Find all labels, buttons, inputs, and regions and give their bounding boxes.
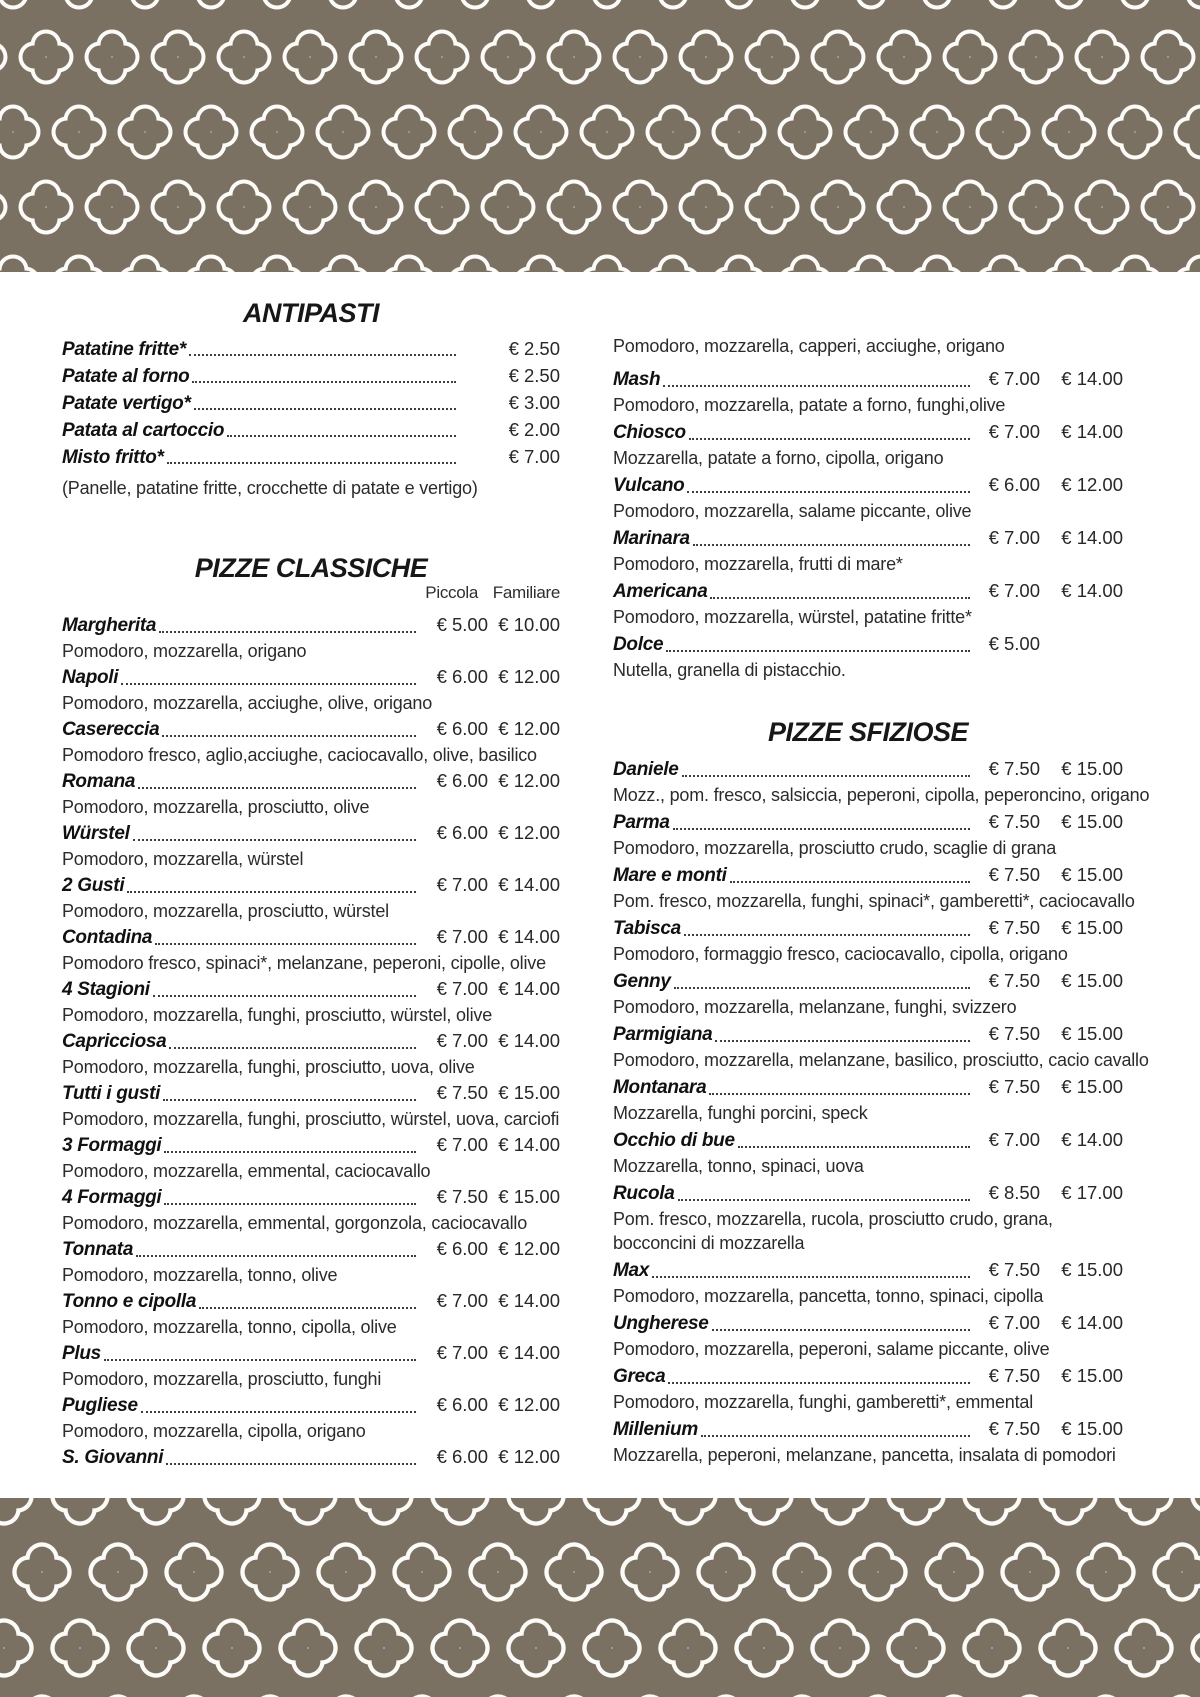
menu-item-name-row [613, 1308, 1123, 1337]
bottom-pattern-band [0, 1498, 1200, 1697]
antipasti-item-row [62, 335, 560, 362]
menu-item [62, 1027, 560, 1079]
item-description: Pomodoro, mozzarella, pancetta, tonno, spinaci, cipolla [613, 1286, 1044, 1306]
menu-item [62, 1183, 560, 1235]
item-price-piccola: € 7.50 [436, 1082, 488, 1103]
item-name: Montanara [613, 1077, 707, 1098]
menu-item [613, 364, 1123, 417]
menu-item-name-row [613, 1019, 1123, 1048]
dotted-leader [663, 385, 970, 387]
item-name: Romana [62, 771, 136, 792]
menu-item [613, 1072, 1123, 1125]
item-name: Patata al cartoccio [62, 420, 225, 441]
item-name: Margherita [62, 615, 157, 636]
item-name: Contadina [62, 927, 153, 948]
item-description: Pomodoro, mozzarella, prosciutto, funghi [62, 1369, 382, 1389]
item-description: Pomodoro, mozzarella, funghi, prosciutto, würstel, olive [62, 1005, 493, 1025]
item-price: € 3.00 [508, 392, 560, 413]
dotted-leader [684, 934, 970, 936]
item-price-familiare: € 14.00 [1061, 1312, 1123, 1333]
left-column [62, 297, 560, 1471]
item-price-piccola: € 6.00 [436, 770, 488, 791]
menu-item [62, 1339, 560, 1391]
item-price: € 2.50 [508, 338, 560, 359]
item-price-piccola: € 6.00 [988, 474, 1040, 495]
item-price-familiare: € 12.00 [498, 1446, 560, 1467]
item-name: Patate vertigo* [62, 393, 191, 414]
item-price-familiare: € 14.00 [1061, 580, 1123, 601]
item-price: € 7.00 [508, 446, 560, 467]
dotted-leader [127, 891, 416, 893]
dotted-leader [104, 1359, 416, 1361]
item-name: Mare e monti [613, 865, 727, 886]
menu-item-name-row [613, 364, 1123, 393]
item-price-piccola: € 7.00 [436, 1290, 488, 1311]
dotted-leader [141, 1411, 416, 1413]
menu-item-name-row [613, 1125, 1123, 1154]
item-description: Pomodoro fresco, aglio,acciughe, caciocavallo, olive, basilico [62, 745, 537, 765]
item-price-familiare: € 14.00 [498, 874, 560, 895]
item-price-piccola: € 7.00 [988, 580, 1040, 601]
dotted-leader [674, 987, 970, 989]
dotted-leader [701, 1435, 970, 1437]
dotted-leader [189, 354, 456, 356]
item-price-familiare: € 12.00 [1061, 474, 1123, 495]
menu-item [613, 523, 1123, 576]
item-description: Nutella, granella di pistacchio. [613, 660, 846, 680]
item-price-piccola: € 7.50 [988, 1023, 1040, 1044]
item-price-familiare: € 12.00 [498, 718, 560, 739]
item-description: Pomodoro, mozzarella, prosciutto, olive [62, 797, 370, 817]
item-price-piccola: € 8.50 [988, 1182, 1040, 1203]
item-name: Würstel [62, 823, 130, 844]
item-price-piccola: € 7.50 [988, 1418, 1040, 1439]
item-name: Tabisca [613, 918, 681, 939]
dotted-leader [155, 943, 416, 945]
item-name: Ungherese [613, 1313, 709, 1334]
menu-item [62, 871, 560, 923]
quatrefoil-pattern-bottom [0, 1498, 1200, 1697]
antipasti-item-row [62, 389, 560, 416]
item-price-piccola: € 7.50 [988, 917, 1040, 938]
menu-item-name-row [613, 1072, 1123, 1101]
item-price-piccola: € 6.00 [436, 1394, 488, 1415]
item-name: 2 Gusti [62, 875, 125, 896]
menu-item [613, 807, 1123, 860]
item-name: Patate al forno [62, 366, 190, 387]
dotted-leader [689, 438, 970, 440]
dotted-leader [136, 1255, 416, 1257]
item-price-familiare: € 14.00 [498, 1134, 560, 1155]
item-price-piccola: € 7.00 [436, 978, 488, 999]
menu-item [613, 1414, 1123, 1467]
item-description: Mozz., pom. fresco, salsiccia, peperoni, cipolla, peperoncino, origano [613, 785, 1150, 805]
menu-item [613, 1125, 1123, 1178]
item-description: Pomodoro, mozzarella, emmental, gorgonzola, caciocavallo [62, 1213, 528, 1233]
dotted-leader [715, 1040, 970, 1042]
item-price-piccola: € 7.00 [436, 1342, 488, 1363]
item-price-familiare: € 15.00 [1061, 1365, 1123, 1386]
menu-item-name-row [62, 1235, 560, 1263]
dotted-leader [121, 683, 416, 685]
item-price-piccola: € 6.00 [436, 666, 488, 687]
dotted-leader [652, 1276, 970, 1278]
item-price-familiare: € 14.00 [498, 1030, 560, 1051]
item-price-familiare: € 15.00 [498, 1082, 560, 1103]
menu-item [613, 470, 1123, 523]
menu-item-name-row [613, 1255, 1123, 1284]
dotted-leader [693, 544, 970, 546]
item-price-piccola: € 5.00 [436, 614, 488, 635]
item-price-piccola: € 7.00 [988, 1312, 1040, 1333]
item-name: Mash [613, 369, 661, 390]
item-price-piccola: € 7.00 [436, 1134, 488, 1155]
item-price-piccola: € 7.50 [988, 1259, 1040, 1280]
dotted-leader [673, 828, 970, 830]
item-description: Pomodoro, mozzarella, tonno, cipolla, olive [62, 1317, 397, 1337]
menu-item-name-row [62, 1391, 560, 1419]
menu-item-name-row [62, 1027, 560, 1055]
item-name: Capricciosa [62, 1031, 167, 1052]
item-name: Pugliese [62, 1395, 138, 1416]
dotted-leader [666, 650, 970, 652]
dotted-leader [687, 491, 970, 493]
dotted-leader [167, 462, 456, 464]
item-price-familiare: € 14.00 [1061, 421, 1123, 442]
item-price-piccola: € 7.50 [988, 758, 1040, 779]
item-price-familiare: € 14.00 [498, 1342, 560, 1363]
menu-item-name-row [62, 1079, 560, 1107]
item-price-familiare: € 15.00 [1061, 1418, 1123, 1439]
dotted-leader [162, 735, 416, 737]
item-price-familiare: € 15.00 [1061, 1023, 1123, 1044]
dotted-leader [678, 1199, 970, 1201]
menu-item [613, 754, 1150, 807]
item-name: Greca [613, 1366, 666, 1387]
item-description: Pomodoro, mozzarella, acciughe, olive, origano [62, 693, 433, 713]
pizze-classiche-items-right [613, 364, 1123, 682]
menu-item [613, 417, 1123, 470]
item-name: 3 Formaggi [62, 1135, 162, 1156]
antipasti-item-row [62, 416, 560, 443]
item-name: Occhio di bue [613, 1130, 735, 1151]
item-price-piccola: € 7.50 [988, 864, 1040, 885]
pizze-classiche-items-left [62, 611, 560, 1471]
item-name: Napoli [62, 667, 119, 688]
item-description: Pomodoro, mozzarella, funghi, prosciutto, uova, olive [62, 1057, 475, 1077]
item-name: S. Giovanni [62, 1447, 164, 1468]
menu-item-name-row [62, 1287, 560, 1315]
dotted-leader [682, 775, 971, 777]
dotted-leader [153, 995, 416, 997]
dotted-leader [133, 839, 416, 841]
item-price-piccola: € 7.00 [436, 874, 488, 895]
menu-item [613, 576, 1123, 629]
antipasti-item-row [62, 443, 560, 470]
item-description: Pomodoro, mozzarella, emmental, caciocavallo [62, 1161, 431, 1181]
dotted-leader [227, 435, 456, 437]
item-price-familiare: € 15.00 [1061, 811, 1123, 832]
item-price-familiare: € 14.00 [1061, 527, 1123, 548]
menu-item [613, 966, 1123, 1019]
item-description: Pomodoro, mozzarella, cipolla, origano [62, 1421, 366, 1441]
item-description: Pomodoro, mozzarella, patate a forno, funghi,olive [613, 395, 1006, 415]
menu-item [62, 663, 560, 715]
dotted-leader [194, 408, 456, 410]
menu-item-name-row [613, 1414, 1123, 1443]
menu-item [62, 819, 560, 871]
menu-item-name-row [62, 767, 560, 795]
right-column [613, 334, 1150, 1467]
item-price-piccola: € 6.00 [436, 1446, 488, 1467]
item-description: Pomodoro, mozzarella, peperoni, salame piccante, olive [613, 1339, 1050, 1359]
item-price-familiare: € 12.00 [498, 666, 560, 687]
menu-item-name-row [613, 860, 1123, 889]
item-price-piccola: € 7.50 [988, 1076, 1040, 1097]
continued-item-description: Pomodoro, mozzarella, capperi, acciughe, origano [613, 336, 1005, 356]
item-name: Genny [613, 971, 671, 992]
item-price-piccola: € 6.00 [436, 1238, 488, 1259]
pizze-sfiziose-items [613, 754, 1150, 1467]
item-name: Daniele [613, 759, 679, 780]
item-name: 4 Formaggi [62, 1187, 162, 1208]
item-name: Marinara [613, 528, 690, 549]
menu-item [613, 860, 1135, 913]
item-price-familiare: € 14.00 [498, 1290, 560, 1311]
menu-item [62, 923, 560, 975]
item-name: Tutti i gusti [62, 1083, 161, 1104]
item-description: Mozzarella, patate a forno, cipolla, origano [613, 448, 944, 468]
item-price-piccola: € 7.50 [988, 970, 1040, 991]
dotted-leader [730, 881, 970, 883]
menu-item [613, 1255, 1123, 1308]
menu-item-name-row [613, 1361, 1123, 1390]
menu-item-name-row [62, 611, 560, 639]
item-description: Pomodoro, mozzarella, tonno, olive [62, 1265, 338, 1285]
dotted-leader [668, 1382, 970, 1384]
item-price-piccola: € 6.00 [436, 822, 488, 843]
top-pattern-band [0, 0, 1200, 272]
dotted-leader [169, 1047, 416, 1049]
item-price-familiare: € 14.00 [498, 926, 560, 947]
item-price-familiare: € 10.00 [498, 614, 560, 635]
menu-item [613, 629, 1123, 682]
menu-item [62, 1079, 560, 1131]
item-name: Vulcano [613, 475, 685, 496]
item-price-familiare: € 15.00 [1061, 917, 1123, 938]
item-name: Tonnata [62, 1239, 134, 1260]
item-price-piccola: € 7.00 [988, 368, 1040, 389]
menu-item-name-row [613, 754, 1123, 783]
item-price-piccola: € 7.00 [436, 1030, 488, 1051]
menu-item [62, 1443, 560, 1471]
item-description: Pomodoro, mozzarella, melanzane, basilico, prosciutto, cacio cavallo [613, 1050, 1149, 1070]
antipasti-items [62, 335, 560, 470]
antipasti-note: (Panelle, patatine fritte, crocchette di patate e vertigo) [62, 478, 478, 498]
item-name: Tonno e cipolla [62, 1291, 197, 1312]
menu-item [613, 1361, 1123, 1414]
menu-item-name-row [613, 417, 1123, 446]
menu-item [613, 1178, 1123, 1255]
item-price-piccola: € 7.50 [988, 1365, 1040, 1386]
menu-item-name-row [613, 523, 1123, 552]
item-description: Pomodoro fresco, spinaci*, melanzane, peperoni, cipolle, olive [62, 953, 546, 973]
item-price-familiare: € 14.00 [1061, 368, 1123, 389]
menu-item [62, 611, 560, 663]
item-price-piccola: € 7.00 [988, 1129, 1040, 1150]
item-price-familiare: € 12.00 [498, 770, 560, 791]
dotted-leader [164, 1203, 416, 1205]
size-header-piccola: Piccola [425, 583, 478, 602]
item-description: Pom. fresco, mozzarella, rucola, prosciutto crudo, grana, bocconcini di mozzarella [613, 1209, 1053, 1253]
item-name: Americana [613, 581, 708, 602]
dotted-leader [192, 381, 456, 383]
item-name: Patatine fritte* [62, 339, 187, 360]
item-price-familiare: € 17.00 [1061, 1182, 1123, 1203]
item-name: 4 Stagioni [62, 979, 150, 1000]
item-name: Plus [62, 1343, 101, 1364]
item-description: Mozzarella, peperoni, melanzane, pancetta, insalata di pomodori [613, 1445, 1116, 1465]
pizze-sfiziose-title: PIZZE SFIZIOSE [767, 717, 969, 747]
menu-item [613, 1308, 1123, 1361]
item-price-familiare: € 15.00 [1061, 1076, 1123, 1097]
item-price-piccola: € 7.50 [436, 1186, 488, 1207]
item-price-familiare: € 14.00 [1061, 1129, 1123, 1150]
item-description: Pomodoro, mozzarella, frutti di mare* [613, 554, 903, 574]
item-name: Dolce [613, 634, 664, 655]
item-description: Mozzarella, tonno, spinaci, uova [613, 1156, 864, 1176]
menu-item-name-row [613, 807, 1123, 836]
item-price: € 2.00 [508, 419, 560, 440]
item-name: Chiosco [613, 422, 686, 443]
item-price-familiare: € 12.00 [498, 1238, 560, 1259]
dotted-leader [710, 597, 970, 599]
menu-item [62, 975, 560, 1027]
menu-item-name-row [62, 715, 560, 743]
item-name: Misto fritto* [62, 447, 164, 468]
antipasti-title: ANTIPASTI [243, 298, 379, 328]
menu-item-name-row [613, 1178, 1123, 1207]
dotted-leader [163, 1099, 416, 1101]
menu-item-name-row [613, 913, 1123, 942]
item-description: Pomodoro, mozzarella, würstel, patatine fritte* [613, 607, 972, 627]
menu-item-name-row [62, 663, 560, 691]
item-price-familiare: € 15.00 [1061, 970, 1123, 991]
menu-item-name-row [62, 975, 560, 1003]
item-price-familiare: € 15.00 [1061, 758, 1123, 779]
item-price-piccola: € 7.00 [988, 527, 1040, 548]
menu-item-name-row [62, 1339, 560, 1367]
item-price-familiare: € 15.00 [1061, 864, 1123, 885]
item-price-piccola: € 7.00 [436, 926, 488, 947]
quatrefoil-pattern-top [0, 0, 1200, 272]
menu-item-name-row [62, 819, 560, 847]
menu-item-name-row [62, 1131, 560, 1159]
item-name: Casereccia [62, 719, 160, 740]
item-price-piccola: € 6.00 [436, 718, 488, 739]
item-description: Pomodoro, mozzarella, prosciutto crudo, scaglie di grana [613, 838, 1057, 858]
item-price-familiare: € 12.00 [498, 1394, 560, 1415]
dotted-leader [138, 787, 416, 789]
item-name: Parmigiana [613, 1024, 713, 1045]
menu-item [613, 1019, 1149, 1072]
dotted-leader [199, 1307, 416, 1309]
dotted-leader [166, 1463, 416, 1465]
menu-item [62, 1287, 560, 1339]
dotted-leader [164, 1151, 416, 1153]
item-name: Max [613, 1260, 650, 1281]
dotted-leader [738, 1146, 970, 1148]
item-price-piccola: € 7.00 [988, 421, 1040, 442]
menu-item-name-row [62, 923, 560, 951]
menu-item-name-row [613, 966, 1123, 995]
dotted-leader [709, 1093, 970, 1095]
item-name: Rucola [613, 1183, 675, 1204]
item-description: Pomodoro, mozzarella, salame piccante, olive [613, 501, 972, 521]
menu-item-name-row [62, 1183, 560, 1211]
item-price-piccola: € 5.00 [988, 633, 1040, 654]
item-description: Mozzarella, funghi porcini, speck [613, 1103, 868, 1123]
menu-item-name-row [613, 576, 1123, 605]
menu-item-name-row [613, 629, 1123, 658]
size-headers [62, 584, 560, 602]
menu-item [62, 767, 560, 819]
menu-item [62, 1391, 560, 1443]
menu-item-name-row [613, 470, 1123, 499]
item-description: Pomodoro, mozzarella, würstel [62, 849, 304, 869]
item-description: Pomodoro, mozzarella, melanzane, funghi, svizzero [613, 997, 1017, 1017]
item-description: Pomodoro, mozzarella, prosciutto, würstel [62, 901, 389, 921]
item-price-piccola: € 7.50 [988, 811, 1040, 832]
dotted-leader [159, 631, 416, 633]
menu-item [62, 715, 560, 767]
menu-item-name-row [62, 871, 560, 899]
size-header-familiare: Familiare [492, 583, 560, 602]
item-name: Millenium [613, 1419, 698, 1440]
antipasti-item-row [62, 362, 560, 389]
pizze-classiche-title: PIZZE CLASSICHE [194, 553, 428, 583]
item-price: € 2.50 [508, 365, 560, 386]
item-name: Parma [613, 812, 670, 833]
menu-item-name-row [62, 1443, 560, 1471]
item-price-familiare: € 15.00 [498, 1186, 560, 1207]
item-description: Pomodoro, mozzarella, funghi, prosciutto, würstel, uova, carciofi [62, 1109, 560, 1129]
menu-item [62, 1131, 560, 1183]
dotted-leader [712, 1329, 970, 1331]
item-description: Pom. fresco, mozzarella, funghi, spinaci*, gamberetti*, caciocavallo [613, 891, 1135, 911]
item-description: Pomodoro, mozzarella, origano [62, 641, 307, 661]
menu-item [613, 913, 1123, 966]
item-price-familiare: € 12.00 [498, 822, 560, 843]
item-description: Pomodoro, formaggio fresco, caciocavallo, cipolla, origano [613, 944, 1068, 964]
menu-item [62, 1235, 560, 1287]
item-description: Pomodoro, mozzarella, funghi, gamberetti*, emmental [613, 1392, 1034, 1412]
item-price-familiare: € 14.00 [498, 978, 560, 999]
item-price-familiare: € 15.00 [1061, 1259, 1123, 1280]
